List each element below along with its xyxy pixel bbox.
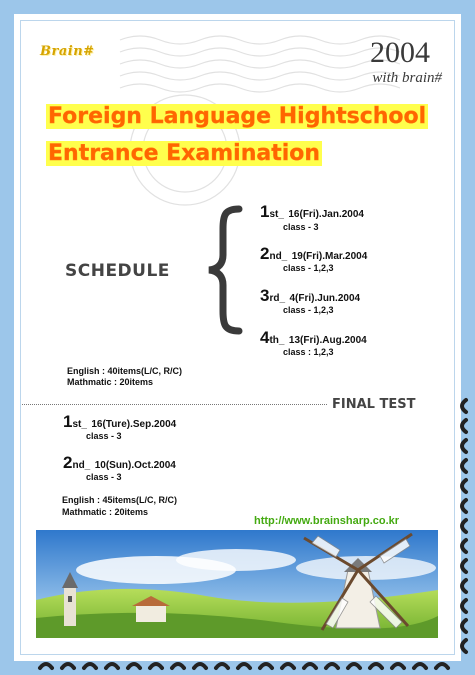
final-note-math: Mathmatic : 20items <box>62 507 149 517</box>
final-test-heading: FINAL TEST <box>332 397 416 412</box>
schedule-class-3: class - 1,2,3 <box>283 305 334 315</box>
schedule-note-math: Mathmatic : 20items <box>67 377 154 387</box>
schedule-entry-3: 3rd_ 4(Fri).Jun.2004 <box>260 286 361 305</box>
schedule-class-2: class - 1,2,3 <box>283 263 334 273</box>
title-line-2: Entrance Examination <box>48 141 321 166</box>
schedule-note-english: English : 40items(L/C, R/C) <box>67 366 183 376</box>
schedule-entry-4: 4th_ 13(Fri).Aug.2004 <box>260 328 367 347</box>
with-brain-label: with brain# <box>372 70 442 86</box>
title-line-1: Foreign Language Hightschool <box>48 104 427 129</box>
brand-logo: Brain# <box>40 44 95 59</box>
final-entry-2: 2nd_ 10(Sun).Oct.2004 <box>63 453 176 472</box>
website-link[interactable]: http://www.brainsharp.co.kr <box>254 515 400 527</box>
schedule-class-4: class : 1,2,3 <box>283 347 334 357</box>
curly-brace-icon <box>205 205 245 335</box>
schedule-class-1: class - 3 <box>283 222 319 232</box>
section-divider <box>22 404 327 405</box>
schedule-heading: SCHEDULE <box>65 261 170 281</box>
windmill-landscape-illustration <box>36 530 438 638</box>
final-entry-1: 1st_ 16(Ture).Sep.2004 <box>63 412 177 431</box>
final-note-english: English : 45items(L/C, R/C) <box>62 495 178 505</box>
final-class-2: class - 3 <box>86 472 122 482</box>
year-label: 2004 <box>370 36 430 69</box>
final-class-1: class - 3 <box>86 431 122 441</box>
schedule-entry-1: 1st_ 16(Fri).Jan.2004 <box>260 202 364 221</box>
schedule-entry-2: 2nd_ 19(Fri).Mar.2004 <box>260 244 368 263</box>
